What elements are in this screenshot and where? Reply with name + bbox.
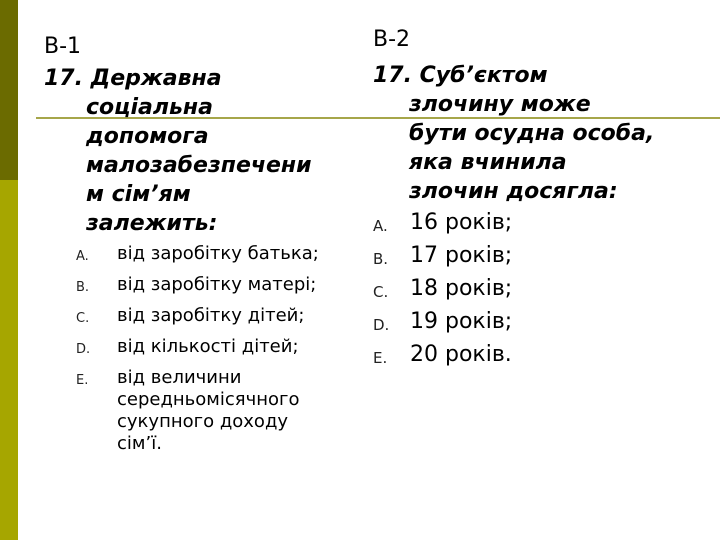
option-letter: C.	[76, 311, 90, 326]
answer-option	[373, 309, 512, 335]
question-1-options	[76, 243, 319, 464]
answer-option	[373, 210, 512, 236]
option-letter: B.	[76, 280, 90, 295]
answer-option	[76, 274, 319, 296]
option-text: від величини	[117, 367, 242, 388]
question-1-title-line: залежить:	[86, 211, 218, 236]
option-letter: E.	[76, 373, 89, 388]
question-1-title-line: допомога	[86, 124, 209, 149]
option-letter: D.	[76, 342, 91, 357]
option-text: від заробітку батька;	[117, 243, 319, 264]
option-text: 20 років.	[410, 342, 512, 367]
option-letter: E.	[373, 349, 388, 367]
option-text: від кількості дітей;	[117, 336, 299, 357]
variant-2-label: В-2	[373, 27, 411, 52]
question-1-title-line: малозабезпечени	[86, 153, 312, 178]
option-letter: D.	[373, 316, 390, 334]
option-text: від заробітку дітей;	[117, 305, 305, 326]
answer-option	[76, 243, 319, 265]
option-text: 16 років;	[410, 210, 513, 235]
answer-option	[373, 276, 512, 302]
question-2-title-line: злочин досягла:	[409, 179, 618, 204]
option-letter: C.	[373, 283, 389, 301]
question-1-title	[44, 64, 312, 238]
variant-1-label: В-1	[44, 34, 82, 59]
question-2-title-line: яка вчинила	[409, 150, 567, 175]
question-1-title-line: 17. Державна	[44, 66, 222, 91]
option-letter: B.	[373, 250, 389, 268]
question-2-title-line: бути осудна особа,	[409, 121, 655, 146]
question-1-title-line: м сім’ям	[86, 182, 191, 207]
left-accent-bar-light	[0, 180, 18, 540]
option-text: 19 років;	[410, 309, 513, 334]
question-2-title-line: злочину може	[409, 92, 591, 117]
answer-option	[76, 305, 319, 327]
answer-option	[373, 243, 512, 269]
option-text: від заробітку матері;	[117, 274, 317, 295]
answer-option	[76, 336, 319, 358]
option-text: середньомісячного	[117, 389, 300, 410]
question-2-title	[373, 61, 654, 206]
question-1-title-line: соціальна	[86, 95, 213, 120]
option-text: сукупного доходу	[117, 411, 289, 432]
option-letter: A.	[373, 217, 388, 235]
option-letter: A.	[76, 249, 89, 264]
option-text: 18 років;	[410, 276, 513, 301]
left-accent-bar-dark	[0, 0, 18, 180]
question-2-options	[373, 210, 512, 375]
option-text: 17 років;	[410, 243, 513, 268]
question-2-title-line: 17. Суб’єктом	[373, 63, 548, 88]
answer-option	[373, 342, 512, 368]
option-text: сім’ї.	[117, 433, 162, 454]
answer-option	[76, 367, 319, 455]
